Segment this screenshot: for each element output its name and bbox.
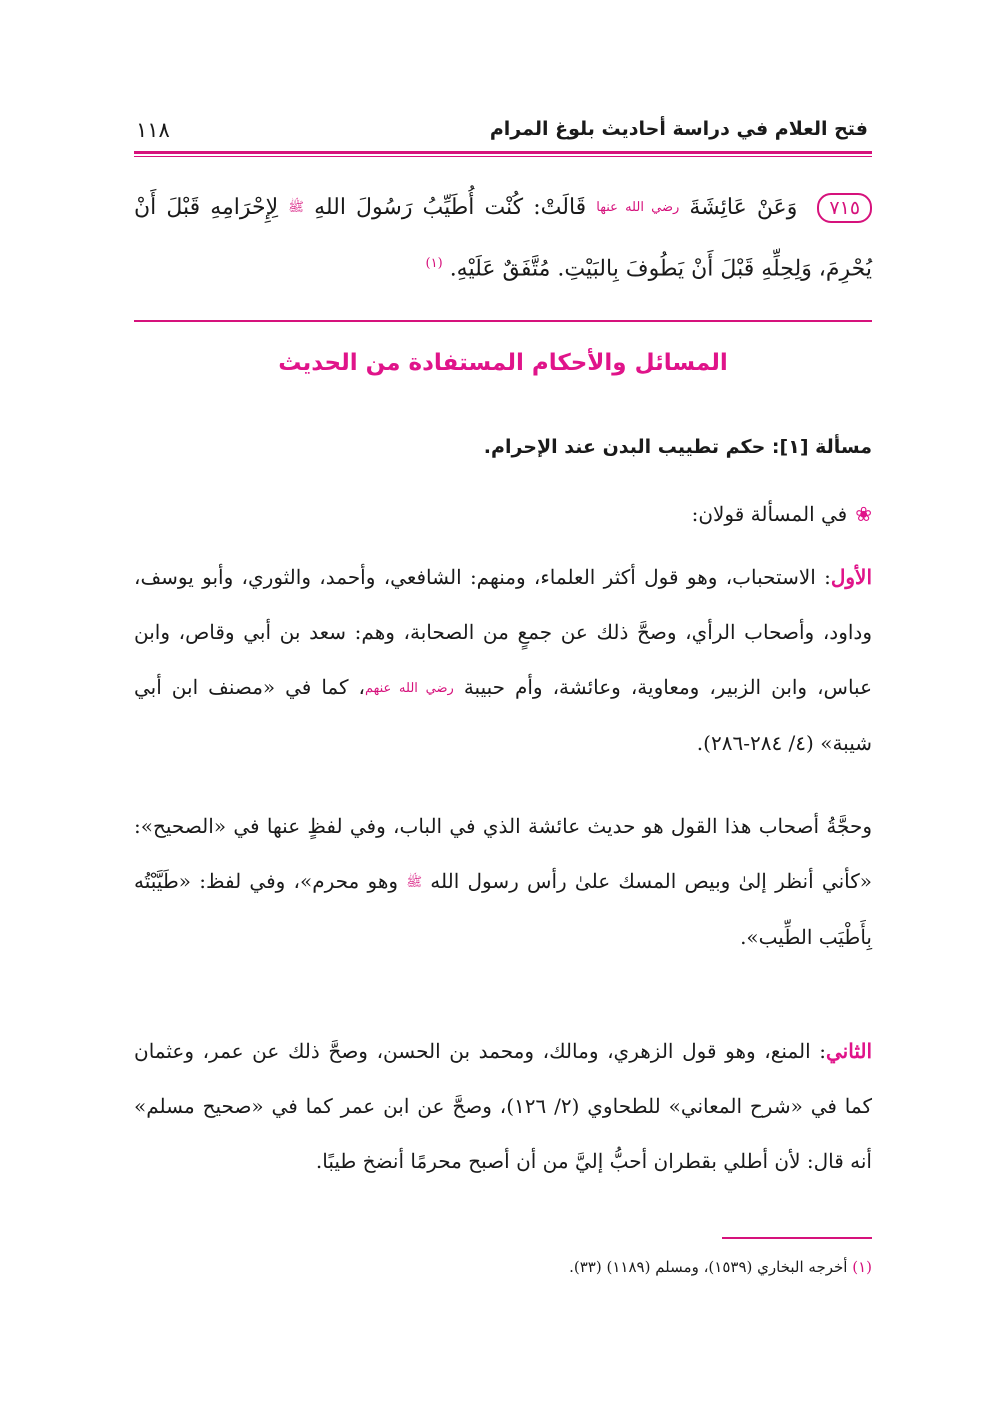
opinion-second-label: الثاني bbox=[825, 1039, 872, 1063]
hadith-part-1: وَعَنْ عَائِشَةَ bbox=[689, 195, 798, 220]
hadith-rule bbox=[134, 320, 872, 322]
evidence-text-a: وحجَّةُ أصحاب هذا القول هو حديث عائشة الذي في الباب، وفي لفظٍ عنها في «الصحيح»: «كأني أنظر إلىٰ وبيص المسك علىٰ رأس رسول الله bbox=[134, 814, 873, 893]
opinion-first-paragraph bbox=[134, 550, 872, 771]
book-page bbox=[134, 0, 872, 1418]
honorific-aisha: رضي الله عنها bbox=[596, 200, 680, 215]
running-title: فتح العلام في دراسة أحاديث بلوغ المرام bbox=[489, 118, 868, 140]
evidence-text-b: وهو محرم»، وفي لفظ: «طَيَّبْتُه بِأَطْيَب الطِّيب». bbox=[134, 869, 872, 949]
footnote bbox=[134, 1258, 872, 1276]
footnote-number: (١) bbox=[852, 1258, 872, 1276]
intro-text: في المسألة قولان: bbox=[691, 502, 848, 526]
honorific-prophet-2: ﷺ bbox=[406, 875, 423, 890]
footnote-reference[interactable]: (١) bbox=[425, 256, 443, 271]
section-heading: المسائل والأحكام المستفادة من الحديث bbox=[278, 350, 728, 376]
evidence-paragraph bbox=[134, 799, 872, 965]
opinion-first-text: : الاستحباب، وهو قول أكثر العلماء، ومنهم: الشافعي، وأحمد، والثوري، وأبو يوسف، وداود، وأصحاب الرأي، وصحَّ ذلك عن جمعٍ من الصحابة، وهم: سعد بن أبي وقاص، وابن عباس، وابن الزبير، ومعاوية، وعائشة، وأم حبيبة bbox=[134, 565, 873, 699]
running-header bbox=[134, 112, 872, 152]
header-rule bbox=[134, 151, 872, 154]
honorific-prophet: ﷺ bbox=[288, 200, 304, 215]
footnote-separator bbox=[722, 1237, 872, 1239]
footnote-text: أخرجه البخاري (١٥٣٩)، ومسلم (١١٨٩) (٣٣). bbox=[569, 1258, 848, 1276]
issue-title: مسألة [١]: حكم تطييب البدن عند الإحرام. bbox=[483, 436, 872, 458]
header-rule-thin bbox=[134, 156, 872, 157]
intro-paragraph bbox=[134, 487, 872, 542]
honorific-companions: رضي الله عنهم bbox=[364, 681, 454, 696]
opinion-first-text-end: ، كما في «مصنف ابن أبي شيبة» (٤/ ٢٨٤-٢٨٦). bbox=[134, 675, 872, 755]
opinion-second-text: : المنع، وهو قول الزهري، ومالك، ومحمد بن الحسن، وصحَّ ذلك عن عمر، وعثمان كما في «شرح المعاني» للطحاوي (٢/ ١٢٦)، وصحَّ عن ابن عمر كما في «صحيح مسلم» أنه قال: لأن أطلي بقطران أحبُّ إليَّ من أن أصبح محرمًا أنضخ طيبًا. bbox=[134, 1039, 872, 1173]
opinion-second-paragraph bbox=[134, 1024, 872, 1189]
hadith-part-2: قَالَتْ: كُنْت أُطَيِّبُ رَسُولَ اللهِ bbox=[314, 195, 587, 220]
hadith-number-badge: ٧١٥ bbox=[817, 193, 872, 223]
flower-icon: ❀ bbox=[855, 502, 872, 526]
page-number: ١١٨ bbox=[136, 118, 170, 142]
hadith-part-3: لِإِحْرَامِهِ قَبْلَ أَنْ يُحْرِمَ، وَلِحِلِّهِ قَبْلَ أَنْ يَطُوفَ بِالبَيْتِ. مُتَّفَقٌ عَلَيْهِ. bbox=[134, 195, 872, 282]
hadith-text bbox=[134, 180, 872, 297]
opinion-first-label: الأول bbox=[830, 565, 872, 589]
